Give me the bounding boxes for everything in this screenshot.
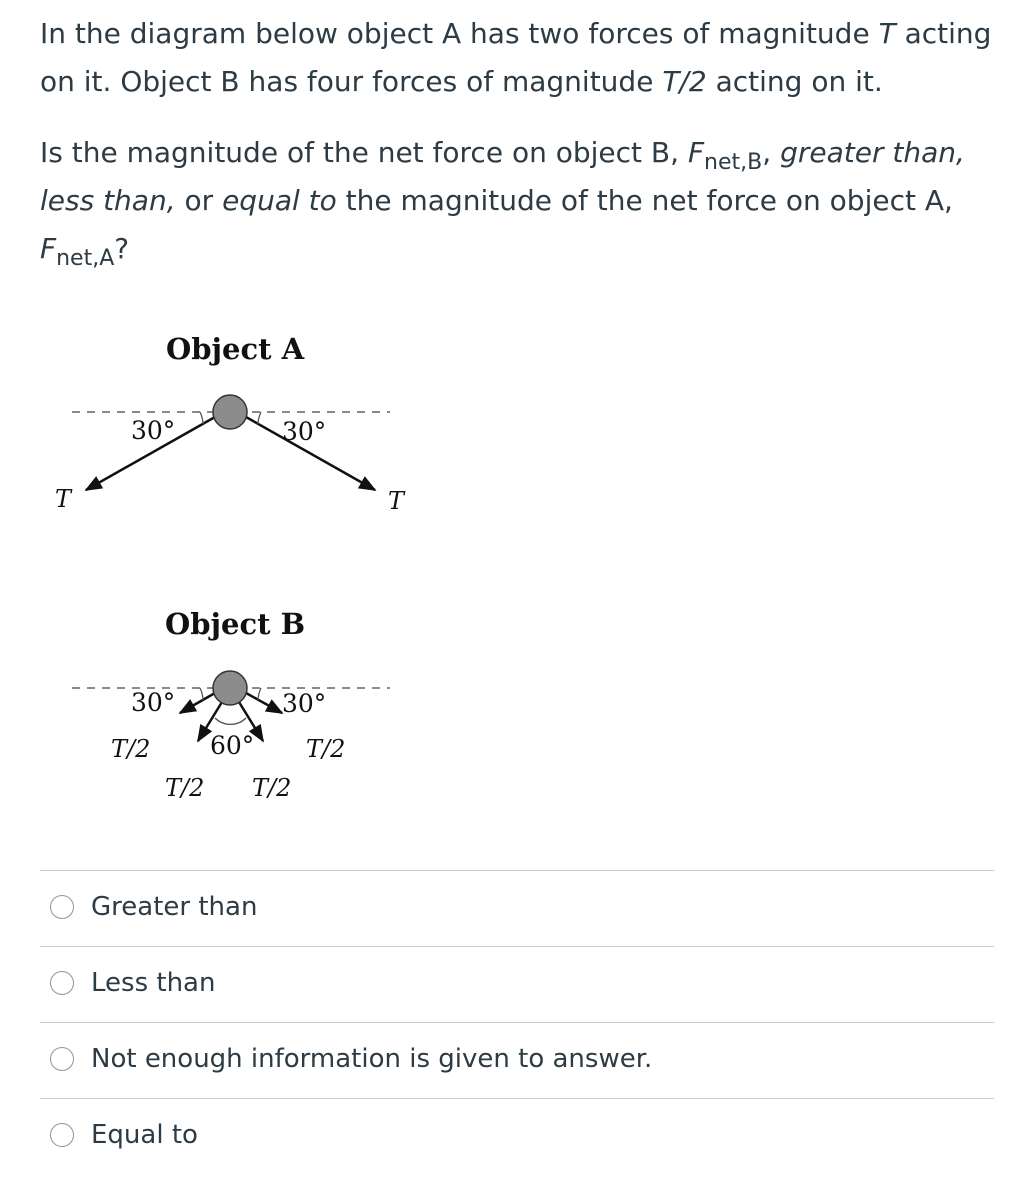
object-a-force-right-label: T bbox=[388, 487, 405, 515]
object-b-force-inner-left-label: T/2 bbox=[165, 774, 205, 800]
answer-options bbox=[40, 870, 994, 1174]
object-b-title: Object B bbox=[165, 607, 306, 641]
radio-button[interactable] bbox=[50, 971, 74, 995]
object-a-angle-right-label: 30° bbox=[282, 417, 327, 446]
question-paragraph-1: In the diagram below object A has two forces of magnitude T acting on it. Object B has four forces of magnitude T/2 acting on it. bbox=[40, 17, 992, 98]
object-a-title: Object A bbox=[166, 332, 305, 366]
object-b-angle-arc-right bbox=[258, 688, 261, 700]
radio-button[interactable] bbox=[50, 895, 74, 919]
object-b-angle-arc-left bbox=[200, 688, 203, 700]
object-b-force-outer-left bbox=[180, 693, 215, 713]
force-diagram bbox=[40, 320, 440, 800]
object-a-angle-arc-right bbox=[258, 412, 261, 424]
object-a-force-left-label: T bbox=[55, 485, 72, 513]
radio-button[interactable] bbox=[50, 1047, 74, 1071]
question-text bbox=[40, 10, 1000, 273]
object-b-angle-left-label: 30° bbox=[131, 688, 176, 717]
object-b-force-outer-left-label: T/2 bbox=[111, 735, 151, 763]
object-a-angle-left-label: 30° bbox=[131, 416, 176, 445]
answer-option[interactable] bbox=[40, 1022, 994, 1098]
radio-button[interactable] bbox=[50, 1123, 74, 1147]
answer-option[interactable] bbox=[40, 946, 994, 1022]
object-b-angle-arc-center bbox=[215, 718, 246, 724]
object-b-force-outer-right bbox=[246, 693, 282, 713]
question-paragraph-2: Is the magnitude of the net force on object B, $F_{net,B}$, greater than, less than, or equal to the magnitude of the net force on object A, $F_{net,A}$? bbox=[40, 136, 965, 271]
object-b-angle-center-label: 60° bbox=[210, 731, 255, 760]
answer-label[interactable]: Not enough information is given to answer. bbox=[91, 1044, 653, 1074]
object-b-angle-right-label: 30° bbox=[282, 689, 327, 718]
object-b-mass bbox=[213, 671, 247, 705]
object-a-diagram bbox=[55, 332, 406, 515]
answer-option[interactable] bbox=[40, 870, 994, 946]
object-b-force-outer-right-label: T/2 bbox=[306, 735, 346, 763]
object-a-mass bbox=[213, 395, 247, 429]
answer-option[interactable] bbox=[40, 1098, 994, 1174]
object-a-angle-arc-left bbox=[200, 412, 203, 424]
answer-label[interactable]: Less than bbox=[91, 968, 216, 998]
object-b-force-inner-right-label: T/2 bbox=[252, 774, 292, 800]
answer-label[interactable]: Equal to bbox=[91, 1120, 198, 1150]
object-b-diagram bbox=[72, 607, 390, 800]
answer-label[interactable]: Greater than bbox=[91, 892, 258, 922]
